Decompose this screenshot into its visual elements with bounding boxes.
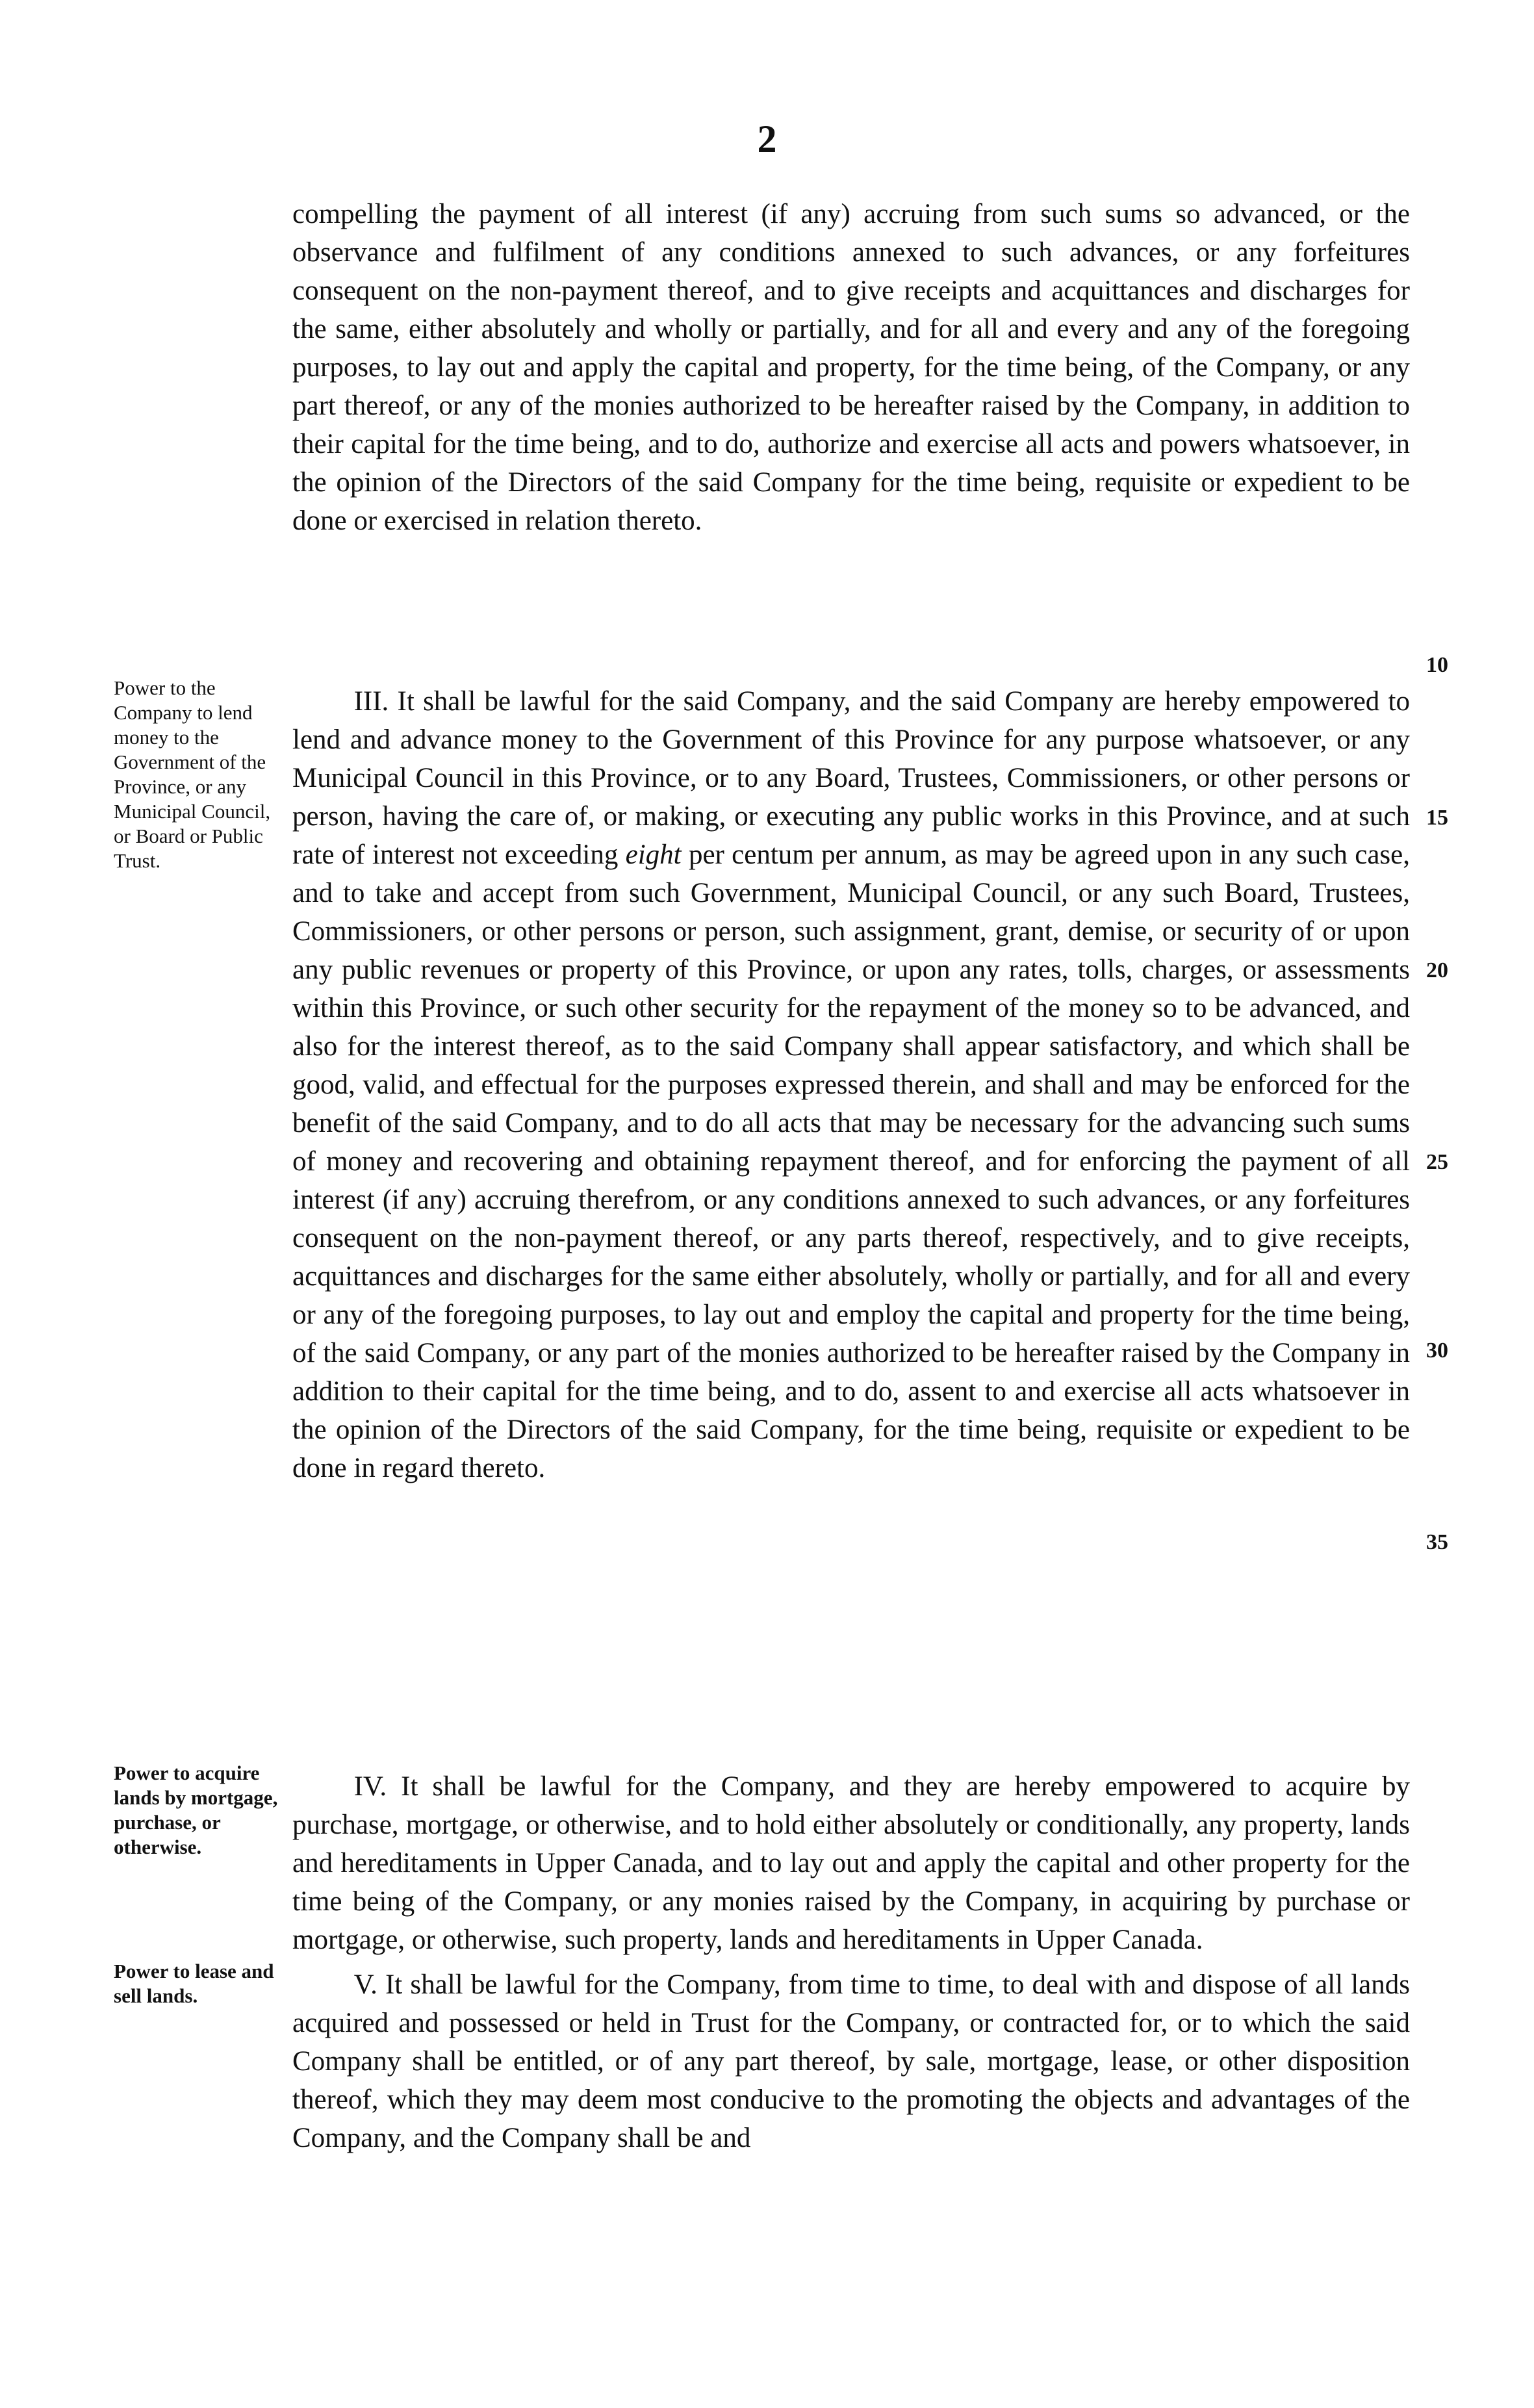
paragraph-text: IV. It shall be lawful for the Company, and they are hereby empowered to acquire by purchase, mortgage, or otherwise, and to hold either absolutely or conditionally, any property, lands and hereditaments in Upper Canada, and to lay out and apply the capital and other property for the time being of the Company, or any monies raised by the Company, in acquiring by purchase or mortgage, or otherwise, such property, lands and hereditaments in Upper Canada. (292, 1771, 1410, 1955)
paragraph-text: III. It shall be lawful for the said Company, and the said Company are hereby empowered to lend and advance money to the Government of this Province for any purpose whatsoever, or any Municipal Council in this Province, or to any Board, Trustees, Commissioners, or other persons or person, having the care of, or making, or executing any public works in this Province, and at such rate of interest not exceeding eight per centum per annum, as may be agreed upon in any such case, and to take and accept from such Government, Municipal Council, or any such Board, Trustees, Commissioners, or other persons or person, such assignment, grant, demise, or security of or upon any public revenues or property of this Province, or upon any rates, tolls, charges, or assessments within this Province, or such other security for the repayment of the money so to be advanced, and also for the interest thereof, as to the said Company shall appear satisfactory, and which shall be good, valid, and effectual for the purposes expressed therein, and shall and may be enforced for the benefit of the said Company, and to do all acts that may be necessary for the advancing such sums of money and recovering and obtaining repayment thereof, and for enforcing the payment of all interest (if any) accruing therefrom, or any conditions annexed to such advances, or any forfeitures consequent on the non-payment thereof, or any parts thereof, respectively, and to give receipts, acquittances and discharges for the same either absolutely, wholly or partially, and for all and every or any of the foregoing purposes, to lay out and employ the capital and property for the time being, of the said Company, or any part of the monies authorized to be hereafter raised by the Company in addition to their capital for the time being, and to do, assent to and exercise all acts whatsoever in the opinion of the Directors of the said Company, for the time being, requisite or expedient to be done in regard thereto. (292, 686, 1410, 1483)
paragraph-text: V. It shall be lawful for the Company, from time to time, to deal with and dispose of all lands acquired and possessed or held in Trust for the Company, or contracted for, or to which the said Company shall be entitled, or of any part thereof, by sale, mortgage, lease, or other disposition thereof, which they may deem most conducive to the promoting the objects and advantages of the Company, and the Company shall be and (292, 1969, 1410, 2153)
section-3-paragraph (292, 682, 1410, 1487)
line-number: 20 (1426, 958, 1448, 982)
section-5-paragraph (292, 1966, 1410, 2157)
section-4-paragraph (292, 1767, 1410, 1959)
line-number: 15 (1426, 806, 1448, 830)
line-number: 10 (1426, 653, 1448, 677)
line-number: 35 (1426, 1530, 1448, 1554)
continuation-paragraph (292, 195, 1410, 540)
marginal-note-section-4: Power to acquire lands by mortgage, purchase, or otherwise. (114, 1761, 278, 1858)
line-number: 25 (1426, 1150, 1448, 1174)
line-number: 30 (1426, 1338, 1448, 1363)
paragraph-text: compelling the payment of all interest (if any) accruing from such sums so advanced, or the observance and fulfilment of any conditions annexed to such advances, or any forfeitures consequent on the non-payment thereof, and to give receipts and acquittances and discharges for the same, either absolutely and wholly or partially, and for all and every and any of the foregoing purposes, to lay out and apply the capital and property, for the time being, of the Company, or any part thereof, or any of the monies authorized to be hereafter raised by the Company, in addition to their capital for the time being, and to do, authorize and exercise all acts and powers whatsoever, in the opinion of the Directors of the said Company for the time being, requisite or expedient to be done or exercised in relation thereto. (292, 199, 1410, 536)
page-number: 2 (757, 118, 777, 160)
marginal-note-section-5: Power to lease and sell lands. (114, 1960, 274, 2007)
emphasized-word: eight (625, 839, 682, 870)
marginal-note-section-3: Power to the Company to lend money to the Government of the Province, or any Municipal Council, or Board or Public Trust. (114, 676, 271, 872)
